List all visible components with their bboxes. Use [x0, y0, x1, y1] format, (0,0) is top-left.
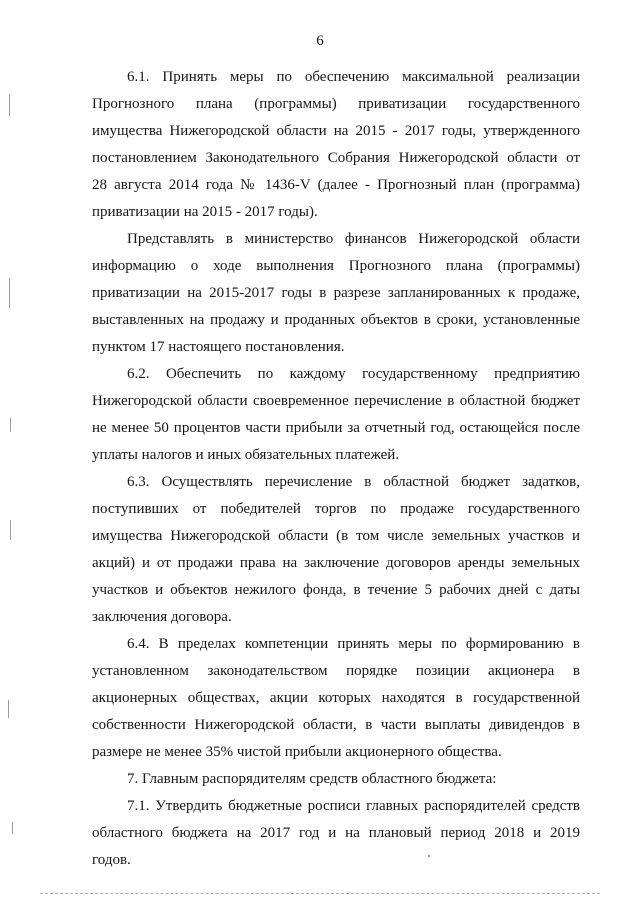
text-line: 6.4. В пределах компетенции принять меры по формированию в: [127, 636, 580, 652]
text-line: имущества Нижегородской области на 2015 - 2017 годы, утвержденного: [92, 123, 580, 139]
text-line: информацию о ходе выполнения Прогнозного плана (программы): [92, 258, 580, 274]
text-line: заключения договора.: [92, 609, 232, 625]
text-line: 7. Главным распорядителям средств областного бюджета:: [127, 771, 497, 787]
text-line: размере не менее 35% чистой прибыли акционерного общества.: [92, 744, 502, 760]
text-line: акций) и от продажи права на заключение договоров аренды земельных: [92, 555, 580, 571]
page-number: 6: [316, 33, 324, 49]
text-line: Нижегородской области своевременное перечисление в областной бюджет: [92, 393, 580, 409]
text-line: пунктом 17 настоящего постановления.: [92, 339, 345, 355]
text-line: 6.2. Обеспечить по каждому государственному предприятию: [127, 366, 580, 382]
text-line: 6.3. Осуществлять перечисление в областной бюджет задатков,: [127, 474, 580, 490]
text-line: постановлением Законодательного Собрания Нижегородской области от: [92, 150, 580, 166]
text-line: поступивших от победителей торгов по продаже государственного: [92, 501, 580, 517]
text-line: не менее 50 процентов части прибыли за отчетный год, остающейся после: [92, 420, 580, 436]
text-line: приватизации на 2015 - 2017 годы).: [92, 204, 318, 220]
scan-edge-line: [40, 893, 600, 894]
text-line: 6.1. Принять меры по обеспечению максимальной реализации: [127, 69, 580, 85]
scan-mark: [10, 520, 11, 540]
text-line: годов.: [92, 852, 131, 868]
text-line: собственности Нижегородской области, в части выплаты дивидендов в: [92, 717, 580, 733]
scan-mark: [9, 94, 10, 116]
text-line: Прогнозного плана (программы) приватизации государственного: [92, 96, 580, 112]
text-line: 28 августа 2014 года № 1436-V (далее - Прогнозный план (программа): [92, 177, 580, 193]
text-line: 7.1. Утвердить бюджетные росписи главных распорядителей средств: [127, 798, 580, 814]
text-line: приватизации на 2015-2017 годы в разрезе запланированных к продаже,: [92, 285, 580, 301]
text-line: Представлять в министерство финансов Нижегородской области: [127, 231, 580, 247]
text-line: выставленных на продажу и проданных объектов в сроки, установленные: [92, 312, 580, 328]
text-line: уплаты налогов и иных обязательных платежей.: [92, 447, 400, 463]
text-line: установленном законодательством порядке позиции акционера в: [92, 663, 580, 679]
text-line: акционерных обществах, акции которых находятся в государственной: [92, 690, 580, 706]
text-line: областного бюджета на 2017 год и на плановый период 2018 и 2019: [92, 825, 580, 841]
text-line: участков и объектов нежилого фонда, в течение 5 рабочих дней с даты: [92, 582, 580, 598]
scan-mark: [10, 418, 11, 432]
text-line: имущества Нижегородской области (в том числе земельных участков и: [92, 528, 580, 544]
scan-mark: [9, 278, 10, 308]
scan-mark: [12, 822, 13, 834]
scan-mark: [8, 700, 9, 718]
scan-mark: [428, 855, 430, 857]
